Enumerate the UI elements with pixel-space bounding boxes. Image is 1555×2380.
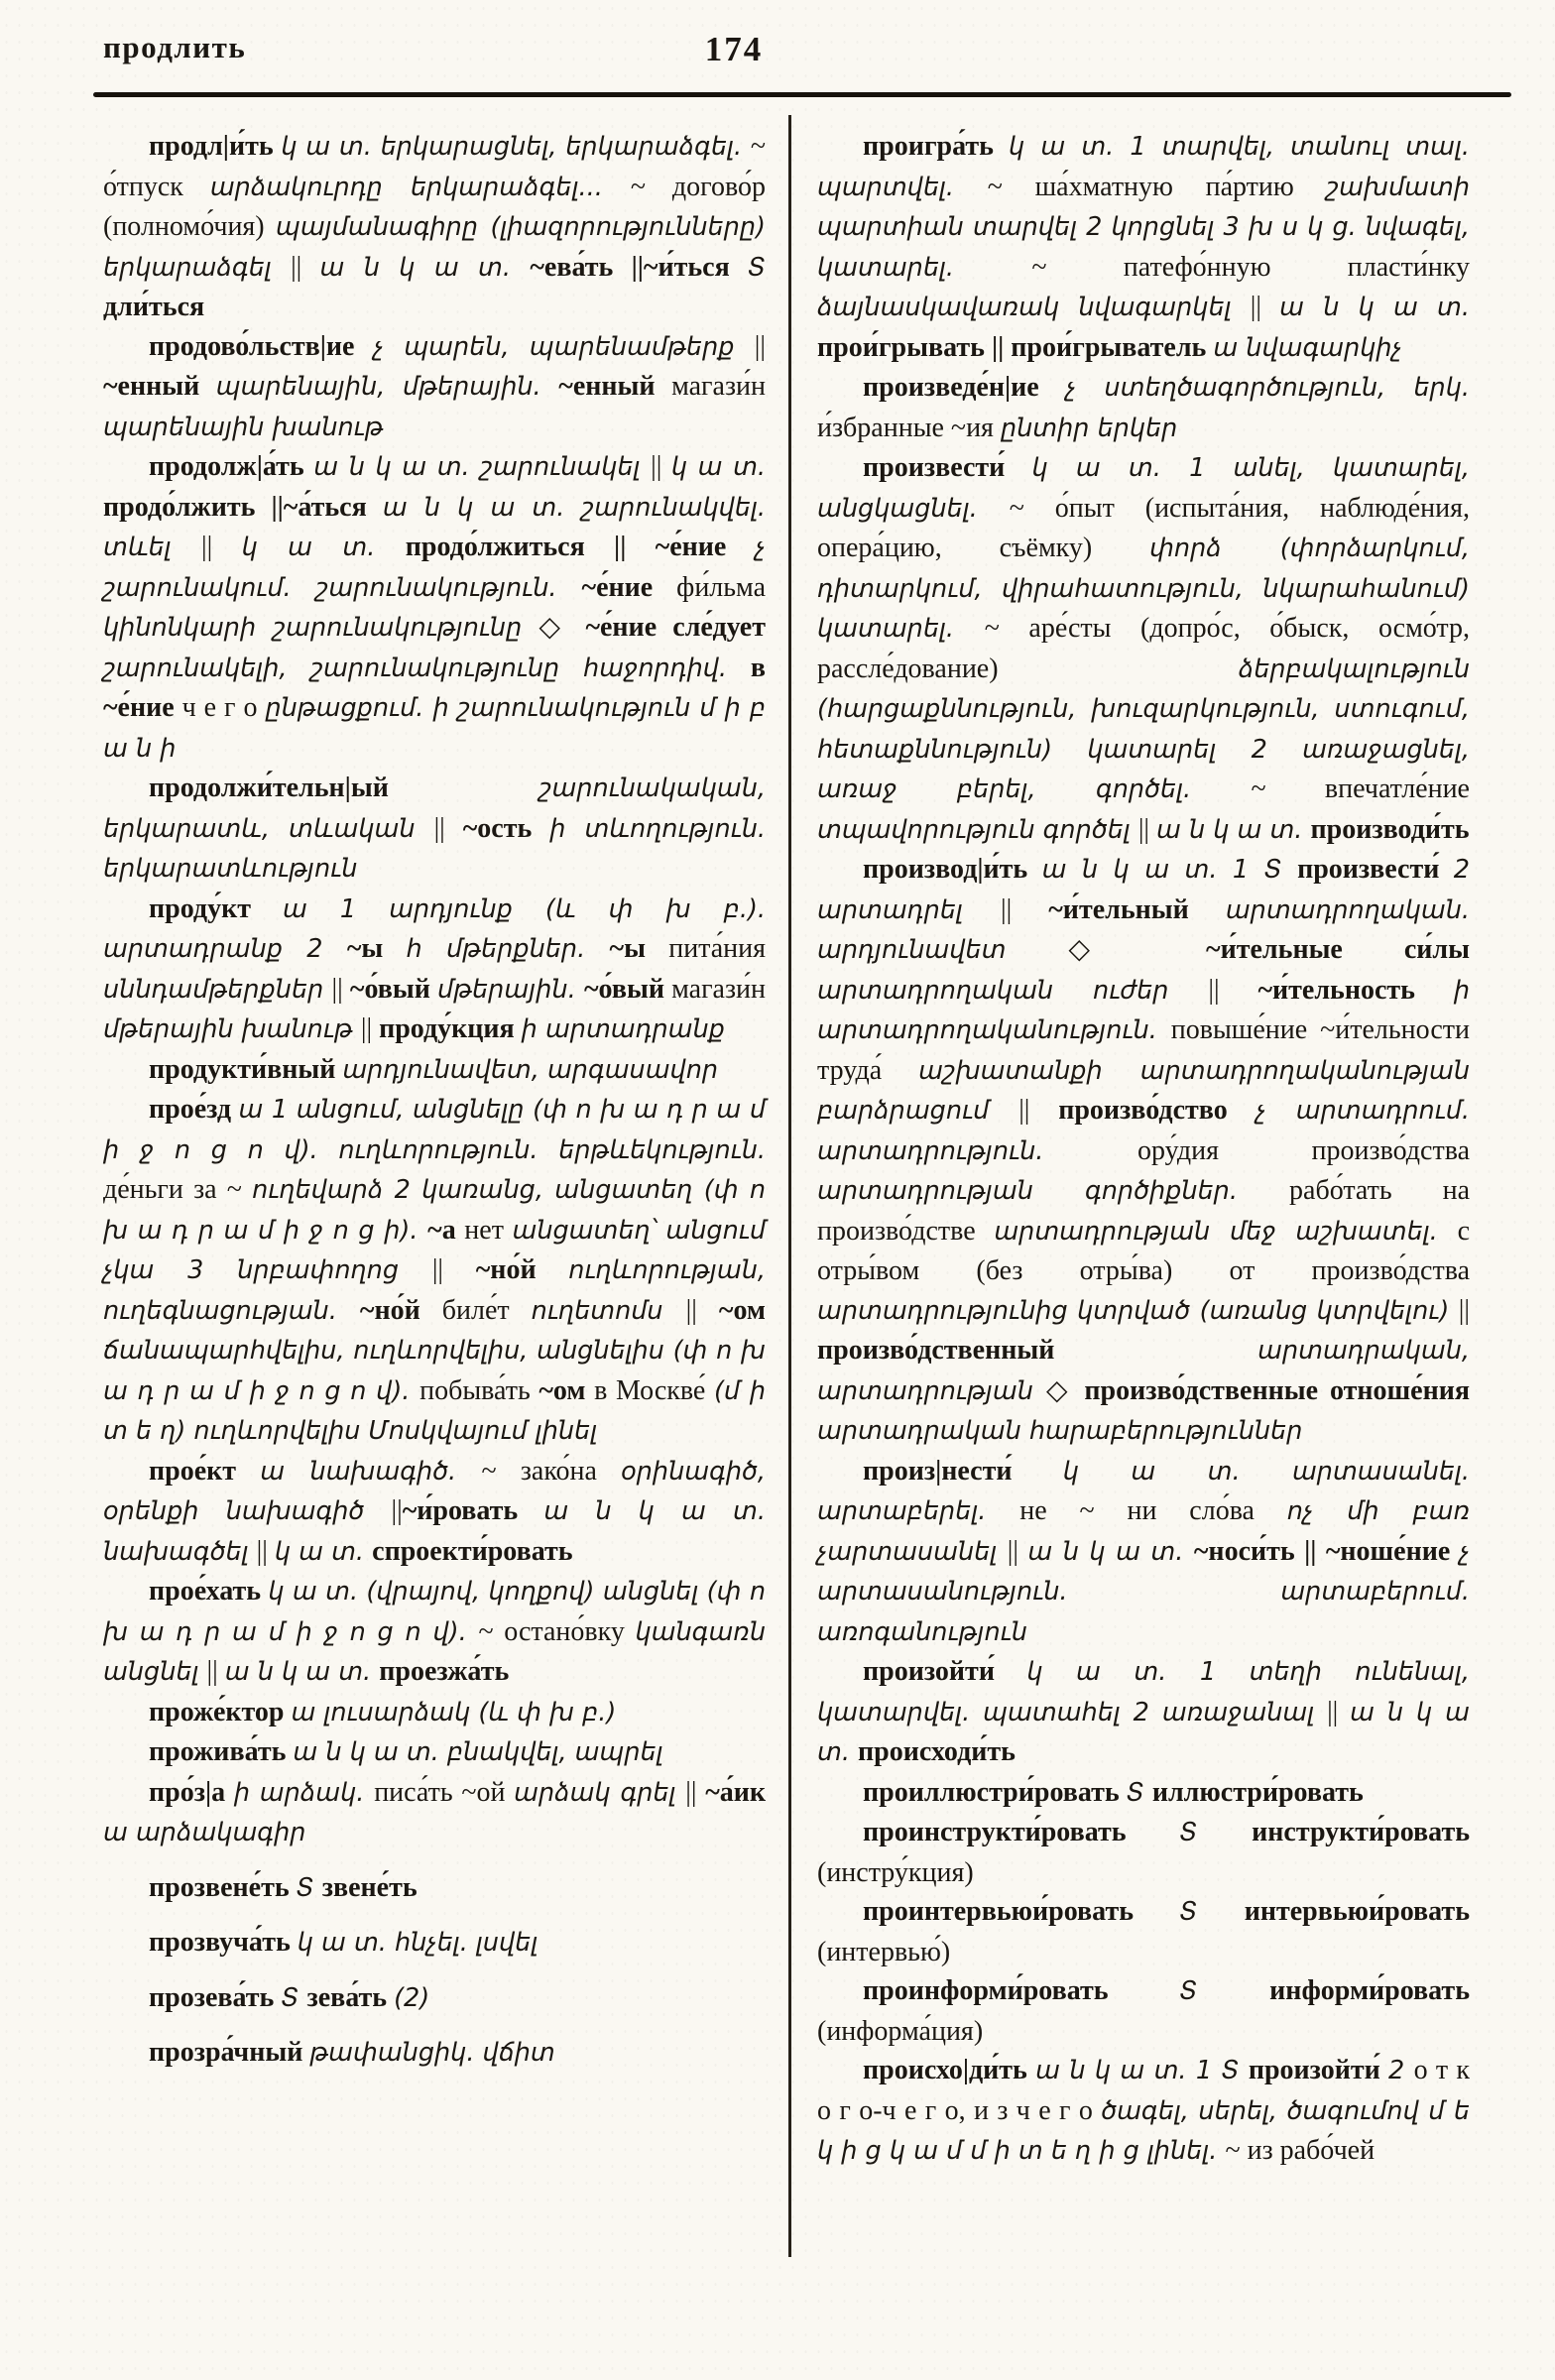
bold-term: ~ость — [462, 812, 550, 844]
dictionary-entry — [103, 447, 766, 769]
armenian-text: արձակուրդը երկարաձգել... — [209, 172, 631, 202]
armenian-text: անցատեղ՝ անցում չկա 3 նրբափողոց — [103, 1215, 766, 1285]
russian-text: ору́дия произво́дства — [1137, 1134, 1470, 1166]
armenian-text: կ ա տ. — [241, 533, 406, 562]
armenian-text: ի արձակ. — [233, 1777, 375, 1808]
armenian-text: մթերային. — [437, 974, 584, 1005]
armenian-text: սննդամթերքներ — [103, 974, 332, 1005]
armenian-text: արդյունավետ, արգասավոր — [342, 1054, 719, 1085]
armenian-text: ա նախագիծ. — [260, 1456, 482, 1487]
armenian-text: ի արտադրողականություն. — [817, 975, 1470, 1045]
bold-term: спроекти́ровать — [372, 1535, 573, 1567]
dictionary-entry — [817, 1773, 1470, 1814]
bold-term: прое́зд — [149, 1094, 239, 1125]
bold-term: иллюстри́ровать — [1151, 1776, 1364, 1808]
bold-term: производи́ть — [1310, 813, 1470, 845]
russian-text: || — [1007, 1535, 1028, 1567]
dictionary-entry — [103, 1773, 766, 1853]
dictionary-entry — [817, 1452, 1470, 1653]
russian-text: рабо́тать на произво́дстве — [817, 1175, 1470, 1247]
bold-term: ~но́й — [359, 1294, 442, 1326]
armenian-text: կ ա տ. 1 տարվել, տանուլ տալ. պարտվել. — [817, 132, 1470, 202]
armenian-text: ա ն կ ա տ. — [1027, 1536, 1194, 1567]
dictionary-entry — [103, 890, 766, 1050]
bold-term: звене́ть — [321, 1871, 418, 1903]
dictionary-entry — [817, 2051, 1470, 2172]
armenian-text: ա ն կ ա տ. — [319, 252, 531, 283]
dictionary-entry — [103, 1090, 766, 1452]
russian-text: в Москве́ — [594, 1374, 714, 1406]
armenian-text: փորձ (փորձարկում, դիտարկում, վիրահատություն, նկարահանում) կատարել. — [817, 534, 1470, 644]
bold-term: произойти́ — [863, 1656, 1027, 1687]
armenian-text: աշխատանքի արտադրողականության բարձրացում — [817, 1055, 1470, 1126]
bold-term: проду́кция — [379, 1013, 522, 1044]
bold-term: ~о́вый — [349, 973, 438, 1005]
armenian-text: Տ — [748, 252, 766, 283]
russian-text: || — [1018, 1095, 1059, 1126]
armenian-text: կ ա տ. հնչել. լսվել — [297, 1928, 538, 1958]
armenian-text: կանգառն անցնել — [103, 1616, 766, 1687]
bold-term: ~ы — [609, 933, 669, 964]
armenian-text: կ ա տ. 1 տեղի ունենալ, կատարվել. պատահել 2 առաջանալ — [817, 1657, 1470, 1727]
armenian-text: Տ — [1179, 1897, 1245, 1927]
russian-text: ~ о́тпуск — [103, 131, 766, 202]
armenian-text: ա արձակագիր — [103, 1818, 306, 1847]
russian-text: || — [754, 330, 766, 362]
bold-term: про́з|а — [149, 1776, 234, 1808]
russian-text: магази́н — [671, 973, 767, 1005]
bold-term: продово́льств|ие — [149, 330, 374, 362]
bold-term: проиллюстри́ровать — [863, 1776, 1127, 1808]
dictionary-entry — [103, 1923, 766, 1964]
bold-term: происхо|ди́ть — [863, 2055, 1036, 2085]
russian-text: де́ньги за ~ — [103, 1174, 253, 1205]
armenian-text: ա ն կ ա տ. բնակվել, ապրել — [293, 1737, 663, 1767]
russian-text: нет — [464, 1214, 513, 1246]
russian-text: || — [1250, 292, 1280, 322]
russian-text: || — [1458, 1294, 1470, 1326]
bold-term: продолжи́тельн|ый — [149, 773, 539, 803]
armenian-text: (2) — [394, 1982, 430, 2013]
dictionary-entry — [103, 1732, 766, 1773]
armenian-text: պայմանագիրը (լիազորությունները) երկարաձգել — [103, 212, 766, 283]
bold-term: ~ом — [538, 1374, 595, 1406]
bold-term: интервьюи́ровать — [1244, 1896, 1470, 1927]
armenian-text: ա ն կ ա տ. շարունակել — [313, 452, 652, 482]
armenian-text: պարենային, մթերային. — [215, 372, 559, 402]
armenian-text: ի արտադրանք — [521, 1014, 725, 1044]
dictionary-entry — [103, 1868, 766, 1909]
russian-text: ◇ — [538, 612, 586, 643]
russian-text: ~ патефо́нную пласти́нку — [1031, 251, 1470, 283]
armenian-text: ձայնասկավառակ նվագարկել — [817, 293, 1251, 322]
armenian-text: ծագել, սերել, ծագումով մ ե կ ի ց կ ա մ մ ի տ ե ղ ի ց լինել. — [817, 2095, 1470, 2166]
armenian-text: ա ն կ ա տ. — [1279, 293, 1470, 322]
russian-text: ~ впечатле́ние — [1251, 774, 1470, 804]
bold-term: ~и́тельный — [1048, 893, 1226, 925]
armenian-text: ընտիր երկեր — [1000, 413, 1178, 443]
russian-text: ~ остано́вку — [478, 1615, 636, 1647]
bold-term: проинструкти́ровать — [863, 1817, 1180, 1847]
armenian-text: ի տևողություն. երկարատևություն — [103, 813, 766, 884]
armenian-text: չ արտադրում. արտադրություն. — [817, 1096, 1470, 1166]
russian-text: || — [201, 532, 242, 562]
russian-text: ч е г о — [181, 692, 266, 723]
russian-text: || — [391, 1495, 403, 1526]
dictionary-entry — [103, 769, 766, 890]
bold-term: ~носи́ть || ~ноше́ние — [1193, 1535, 1460, 1567]
dictionary-entry — [817, 127, 1470, 368]
bold-term: прозева́ть — [149, 1981, 282, 2013]
russian-text: ◇ — [1068, 934, 1207, 965]
bold-term: ~е́ние сле́дует — [585, 612, 766, 643]
russian-text: || — [291, 251, 320, 283]
bold-term: произвести́ — [1297, 854, 1454, 885]
russian-text: ~ зако́на — [481, 1455, 622, 1487]
text-columns — [103, 127, 1495, 2172]
armenian-text: կ ա տ. — [670, 452, 766, 482]
dictionary-entry — [103, 2033, 766, 2074]
armenian-text: ա ն կ ա տ. 1 Տ — [1041, 855, 1298, 885]
armenian-text: ա 1 անցում, անցնելը (փ ո խ ա դ ր ա մ ի ջ ո ց ո վ). ուղևորություն. երթևեկություն. — [103, 1095, 766, 1165]
russian-text: || — [331, 973, 350, 1005]
armenian-text: ա ն կ ա տ. 1 Տ — [1035, 2056, 1249, 2085]
bold-term: инструкти́ровать — [1252, 1817, 1470, 1847]
bold-term: прое́кт — [149, 1455, 261, 1487]
running-headword: продлить — [103, 30, 247, 64]
bold-term: ~ева́ть ||~и́ться — [530, 251, 749, 283]
russian-text: || — [685, 1294, 719, 1326]
bold-term: проже́ктор — [149, 1696, 292, 1727]
armenian-text: չ ստեղծագործություն, երկ. — [1065, 373, 1470, 403]
armenian-text: հ մթերքներ. — [406, 934, 610, 964]
armenian-text: (մ ի տ ե ղ) ուղևորվելիս Մոսկվայում լինել — [103, 1375, 766, 1446]
armenian-text: ա լուսարձակ (և փ խ բ.) — [291, 1697, 617, 1727]
russian-text: пита́ния — [668, 933, 767, 964]
armenian-text: ընթացքում. ի շարունակություն մ ի բ ա ն ի — [103, 693, 767, 764]
bold-term: ~ы — [346, 933, 407, 964]
russian-text: || — [651, 451, 671, 482]
armenian-text: շախմատի պարտիան տարվել 2 կորցնել 3 խ ս կ ց. նվագել, կատարել. — [817, 172, 1470, 283]
bold-term: ~и́ровать — [402, 1495, 544, 1526]
bold-term: прожива́ть — [149, 1736, 294, 1767]
russian-text: писа́ть ~ой — [374, 1776, 515, 1808]
armenian-text: 2 — [1388, 2056, 1414, 2085]
bold-term: ~а́ик — [705, 1776, 767, 1808]
russian-text: || — [685, 1776, 706, 1808]
armenian-text: արտադրության մեջ աշխատել. — [994, 1216, 1458, 1247]
bold-term: продолж|а́ть — [149, 451, 314, 482]
dictionary-entry — [817, 850, 1470, 1452]
russian-text: с отры́вом (без отры́ва) от произво́дства — [817, 1215, 1470, 1286]
bold-term: ~и́тельные си́лы — [1206, 934, 1470, 965]
armenian-text: օրինագիծ, օրենքի նախագիծ — [103, 1456, 766, 1526]
bold-term: проинтервьюи́ровать — [863, 1896, 1180, 1927]
armenian-text: մթերային խանութ — [103, 1014, 361, 1044]
bold-term: прозра́чный — [149, 2037, 310, 2068]
bold-term: происходи́ть — [858, 1736, 1016, 1767]
armenian-text: կ ա տ. երկարացնել, երկարաձգել. — [281, 132, 751, 162]
armenian-text: արտադրությունից կտրված (առանց կտրվելու) — [817, 1295, 1459, 1326]
bold-term: произво́дственные отноше́ния — [1084, 1374, 1470, 1406]
armenian-text: ա նվագարկիչ — [1213, 332, 1402, 363]
russian-text: || — [1208, 974, 1258, 1006]
russian-text: || — [360, 1013, 380, 1044]
russian-text: ~ о́пыт (испыта́ния, наблюде́ния, опера́цию, съёмку) — [817, 492, 1470, 563]
header-rule — [93, 92, 1511, 97]
bold-term: прое́хать — [149, 1576, 269, 1606]
armenian-text: ոչ մի բառ չարտասանել — [817, 1496, 1470, 1567]
russian-text: || — [431, 1254, 476, 1285]
page-number: 174 — [704, 30, 764, 68]
armenian-text: թափանցիկ. վճիտ — [309, 2038, 555, 2068]
bold-term: зева́ть — [306, 1981, 395, 2013]
column-left — [103, 127, 766, 2172]
armenian-text: արտադրողական. արդյունավետ — [817, 894, 1470, 965]
armenian-text: արտադրության գործիքներ. — [817, 1176, 1290, 1206]
bold-term: прозвуча́ть — [149, 1927, 298, 1958]
russian-text: (инстру́кция) — [817, 1856, 974, 1888]
armenian-text: պարենային խանութ — [103, 412, 384, 442]
russian-text: || — [433, 812, 463, 844]
armenian-text: ուղևորության, ուղեգնացության. — [103, 1255, 766, 1326]
bold-term: информи́ровать — [1269, 1975, 1470, 2006]
bold-term: продл|и́ть — [149, 131, 282, 162]
armenian-text: ա ն կ ա տ. — [817, 1697, 1470, 1767]
bold-term: проинформи́ровать — [863, 1975, 1180, 2006]
russian-text: ~ аре́сты (допро́с, о́быск, осмо́тр, рассле́дование) — [817, 613, 1470, 684]
russian-text: магази́н — [671, 371, 766, 402]
russian-text: ~ догово́р (полномо́чия) — [103, 171, 766, 242]
armenian-text: կինոնկարի շարունակությունը — [103, 613, 539, 643]
column-right — [817, 127, 1470, 2172]
bold-term: ~но́й — [475, 1254, 569, 1285]
armenian-text: ձերբակալություն (հարցաքննություն, խուզարկություն, ստուգում, հետաքննություն) կատարել 2 առաջացնել, առաջ բերել, գործել. — [817, 654, 1470, 804]
bold-term: проду́кт — [149, 892, 283, 924]
russian-text: || — [1137, 813, 1157, 845]
armenian-text: Տ — [281, 1982, 307, 2013]
dictionary-entry — [817, 1813, 1470, 1892]
bold-term: проезжа́ть — [379, 1656, 510, 1687]
dictionary-entry — [817, 368, 1470, 448]
bold-term: проигра́ть — [863, 131, 1010, 162]
armenian-text: արձակ գրել — [514, 1777, 686, 1808]
bold-term: произойти́ — [1248, 2055, 1389, 2085]
bold-term: ~о́вый — [583, 973, 672, 1005]
dictionary-entry — [103, 1693, 766, 1733]
russian-text: ~ ша́хматную па́ртию — [987, 171, 1327, 202]
bold-term: производ|и́ть — [863, 854, 1042, 885]
bold-term: ~а — [427, 1214, 465, 1246]
bold-term: произво́дственный — [817, 1335, 1258, 1366]
bold-term: продукти́вный — [149, 1053, 343, 1085]
bold-term: в ~е́ние — [103, 652, 766, 723]
russian-text: || — [206, 1656, 225, 1687]
armenian-text: շարունակելի, շարունակությունը հաջորդիվ. — [103, 653, 751, 683]
armenian-text: չ պարեն, պարենամթերք — [373, 331, 755, 362]
russian-text: биле́т — [441, 1294, 532, 1326]
russian-text: повыше́ние ~и́тельности труда́ — [817, 1014, 1470, 1086]
dictionary-entry — [817, 448, 1470, 850]
armenian-text: Տ — [1179, 1976, 1270, 2006]
dictionary-entry — [103, 327, 766, 448]
bold-term: ~енный — [103, 371, 216, 402]
bold-term: произвести́ — [863, 452, 1032, 483]
dictionary-entry — [103, 127, 766, 327]
armenian-text: ա ն կ ա տ. — [1156, 814, 1311, 845]
bold-term: произведе́н|ие — [863, 372, 1066, 403]
dictionary-entry — [817, 1652, 1470, 1773]
dictionary-entry — [817, 1971, 1470, 2051]
russian-text: (интервью́) — [817, 1936, 951, 1967]
armenian-text: ա 1 արդյունք (և փ խ բ.). արտադրանք 2 — [103, 893, 767, 964]
bold-term: продо́лжиться || ~е́ние — [405, 532, 756, 562]
armenian-text: ուղեվարձ 2 կառանց, անցատեղ (փ ո խ ա դ ր ա մ ի ջ ո ց ի). — [103, 1175, 766, 1246]
armenian-text: չ արտասանություն. արտաբերում. առոգանություն — [817, 1536, 1471, 1647]
russian-text: побыва́ть — [419, 1374, 539, 1406]
armenian-text: ա ն կ ա տ. շարունակվել. տևել — [103, 492, 766, 562]
armenian-text: ճանապարհվելիս, ուղևորվելիս, անցնելիս (փ ո խ ա դ ր ա մ ի ջ ո ց ո վ). — [103, 1336, 766, 1406]
bold-term: ~енный — [558, 371, 672, 402]
armenian-text: կ ա տ. 1 անել, կատարել, անցկացնել. — [817, 453, 1471, 524]
bold-term: прои́грывать || прои́грыватель — [817, 331, 1214, 363]
armenian-text: տպավորություն գործել — [817, 814, 1138, 845]
russian-text: || — [1000, 893, 1049, 925]
bold-term: прозвене́ть — [149, 1871, 297, 1903]
bold-term: ~ом — [718, 1294, 767, 1326]
armenian-text: ուղետոմս — [531, 1295, 686, 1326]
dictionary-entry — [817, 1892, 1470, 1971]
russian-text: || — [256, 1535, 275, 1567]
armenian-text: արտադրական հարաբերություններ — [817, 1416, 1303, 1446]
armenian-text: ա ն կ ա տ. — [224, 1657, 380, 1687]
russian-text: фи́льма — [676, 571, 766, 603]
russian-text: ~ из рабо́чей — [1225, 2135, 1376, 2166]
armenian-text: արտադրողական ուժեր — [817, 975, 1209, 1006]
running-head — [103, 30, 1494, 81]
armenian-text: արտադրական, արտադրության — [817, 1336, 1470, 1406]
bold-term: дли́ться — [103, 292, 205, 322]
bold-term: ~и́тельность — [1257, 974, 1454, 1006]
armenian-text: չ շարունակում. շարունակություն. — [103, 533, 766, 603]
bold-term: продо́лжить ||~а́ться — [103, 491, 383, 523]
dictionary-entry — [103, 1978, 766, 2019]
armenian-text: ա ն կ ա տ. նախագծել — [103, 1496, 766, 1567]
russian-text: ◇ — [1045, 1374, 1085, 1406]
armenian-text: Տ — [1179, 1818, 1253, 1847]
armenian-text: Տ — [1126, 1777, 1152, 1808]
armenian-text: 2 արտադրել — [817, 855, 1470, 925]
russian-text: не ~ ни сло́ва — [1019, 1495, 1287, 1526]
armenian-text: Տ — [296, 1872, 322, 1903]
dictionary-entry — [103, 1572, 766, 1693]
russian-text: о т к о г о-ч е г о, и з ч е г о — [817, 2055, 1470, 2126]
armenian-text: կ ա տ. (վրայով, կողքով) անցնել (փ ո խ ա դ ր ա մ ի ջ ո ց ո վ). — [103, 1577, 766, 1647]
bold-term: произ|нести́ — [863, 1455, 1063, 1487]
dictionary-entry — [103, 1050, 766, 1091]
russian-text: и́збранные ~ия — [817, 412, 1001, 443]
bold-term: произво́дство — [1058, 1095, 1256, 1126]
bold-term: ~е́ние — [581, 571, 677, 603]
dictionary-entry — [103, 1452, 766, 1573]
armenian-text: կ ա տ. — [274, 1536, 373, 1567]
russian-text: (информа́ция) — [817, 2015, 984, 2047]
russian-text: || — [1327, 1696, 1351, 1727]
armenian-text: շարունակական, երկարատև, տևական — [103, 774, 766, 844]
armenian-text: կ ա տ. արտասանել. արտաբերել. — [817, 1456, 1470, 1526]
